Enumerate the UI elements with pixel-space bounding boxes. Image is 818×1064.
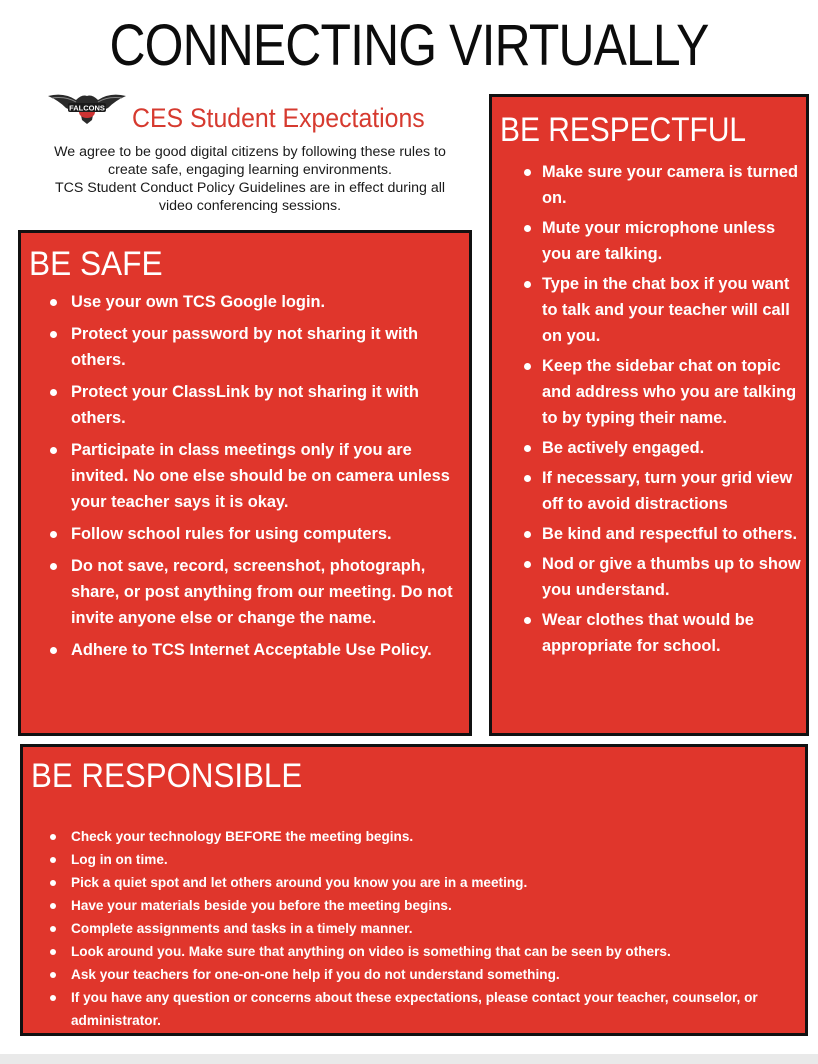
list-item: Check your technology BEFORE the meeting begins. bbox=[71, 825, 801, 848]
intro-line: TCS Student Conduct Policy Guidelines are in effect during all bbox=[54, 180, 446, 196]
list-item: If you have any question or concerns about these expectations, please contact your teacher, counselor, or administrator. bbox=[71, 986, 801, 1032]
list-item: Be actively engaged. bbox=[542, 435, 807, 461]
list-item: Do not save, record, screenshot, photograph, share, or post anything from our meeting. Do not invite anyone else or change the name. bbox=[71, 553, 467, 631]
list-item: Adhere to TCS Internet Acceptable Use Policy. bbox=[71, 637, 467, 663]
intro-line: video conferencing sessions. bbox=[158, 198, 342, 214]
be-respectful-heading: BE RESPECTFUL bbox=[500, 111, 747, 149]
be-respectful-list bbox=[542, 159, 807, 663]
list-item: Type in the chat box if you want to talk and your teacher will call on you. bbox=[542, 271, 807, 349]
list-item: Participate in class meetings only if you are invited. No one else should be on camera unless your teacher says it is okay. bbox=[71, 437, 467, 515]
list-item: Have your materials beside you before the meeting begins. bbox=[71, 894, 801, 917]
be-respectful-panel bbox=[489, 94, 809, 736]
list-item: Keep the sidebar chat on topic and address who you are talking to by typing their name. bbox=[542, 353, 807, 431]
list-item: Protect your password by not sharing it with others. bbox=[71, 321, 467, 373]
page-title: CONNECTING VIRTUALLY bbox=[109, 13, 709, 78]
list-item: Look around you. Make sure that anything on video is something that can be seen by others. bbox=[71, 940, 801, 963]
falcon-logo-icon bbox=[46, 88, 128, 130]
list-item: Complete assignments and tasks in a timely manner. bbox=[71, 917, 801, 940]
logo-text: FALCONS bbox=[69, 103, 105, 113]
be-responsible-panel bbox=[20, 744, 808, 1036]
be-responsible-heading: BE RESPONSIBLE bbox=[31, 757, 303, 795]
intro-line: create safe, engaging learning environments. bbox=[108, 162, 392, 178]
be-safe-panel bbox=[18, 230, 472, 736]
list-item: Nod or give a thumbs up to show you understand. bbox=[542, 551, 807, 603]
be-responsible-list bbox=[71, 825, 801, 1032]
be-safe-list bbox=[71, 289, 467, 669]
list-item: Follow school rules for using computers. bbox=[71, 521, 467, 547]
list-item: Pick a quiet spot and let others around you know you are in a meeting. bbox=[71, 871, 801, 894]
list-item: Wear clothes that would be appropriate for school. bbox=[542, 607, 807, 659]
list-item: Log in on time. bbox=[71, 848, 801, 871]
list-item: Be kind and respectful to others. bbox=[542, 521, 807, 547]
list-item: Mute your microphone unless you are talking. bbox=[542, 215, 807, 267]
falcons-logo bbox=[46, 88, 128, 130]
intro-text bbox=[20, 143, 480, 215]
list-item: Protect your ClassLink by not sharing it with others. bbox=[71, 379, 467, 431]
list-item: If necessary, turn your grid view off to avoid distractions bbox=[542, 465, 807, 517]
list-item: Make sure your camera is turned on. bbox=[542, 159, 807, 211]
intro-line: We agree to be good digital citizens by following these rules to bbox=[54, 144, 446, 160]
be-safe-heading: BE SAFE bbox=[29, 245, 163, 283]
list-item: Use your own TCS Google login. bbox=[71, 289, 467, 315]
list-item: Ask your teachers for one-on-one help if you do not understand something. bbox=[71, 963, 801, 986]
ces-heading: CES Student Expectations bbox=[132, 103, 425, 133]
